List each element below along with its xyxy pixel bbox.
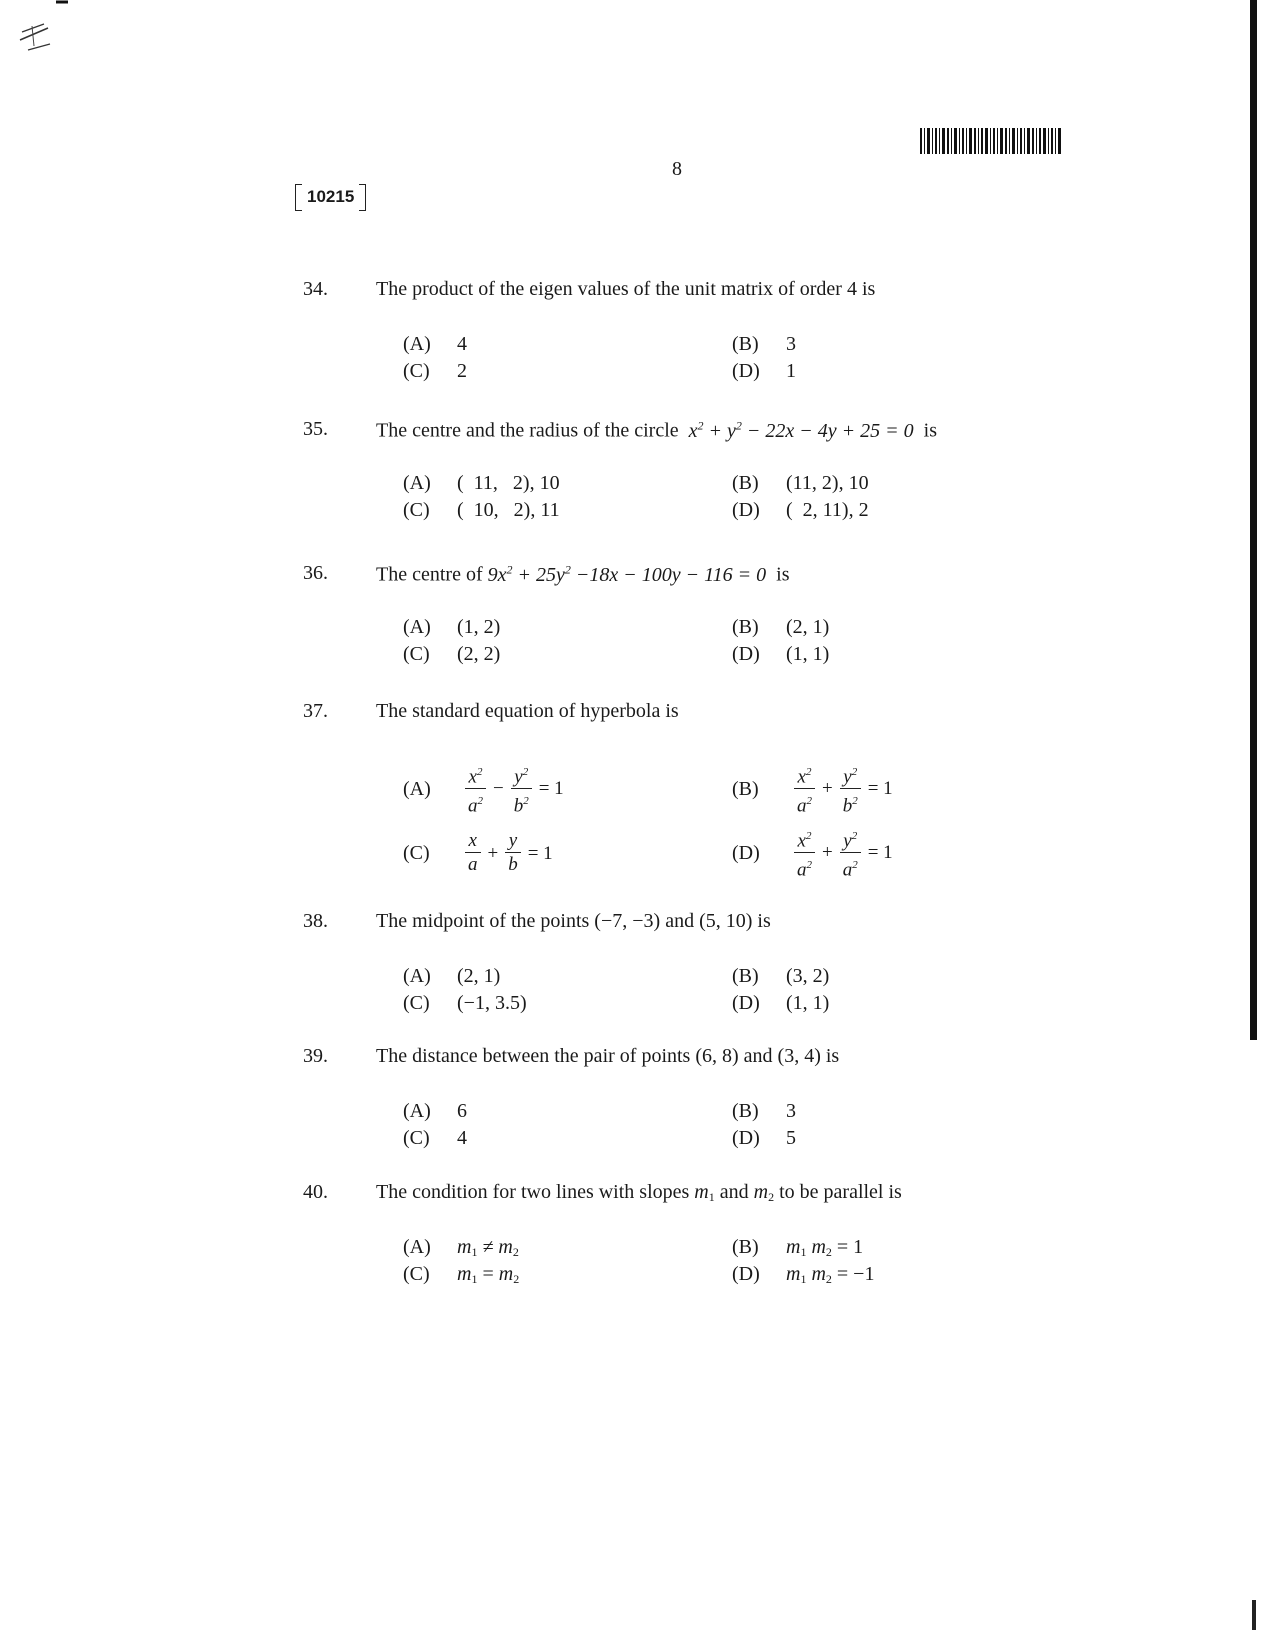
hyperbola-formula-a: $\frac{x^2}{a^2}$ − $\frac{y^2}{b^2}$ = 1: [462, 761, 568, 819]
slope-condition-b: $m_1$ $m_2 = 1$: [786, 1236, 864, 1259]
option-d[interactable]: (D) 5: [732, 1127, 796, 1149]
question-number: 37.: [303, 700, 328, 722]
scan-edge-mark: [1252, 1600, 1256, 1630]
option-d[interactable]: (D) $\frac{x^2}{a^2}$ + $\frac{y^2}{a^2}$ = 1: [732, 824, 897, 880]
option-c[interactable]: (C) (−1, 3.5): [403, 992, 527, 1014]
slope-condition-a: $m_1 \ne m_2$: [457, 1236, 519, 1259]
option-b[interactable]: (B) $m_1$ $m_2 = 1$: [732, 1233, 863, 1261]
question-number: 38.: [303, 910, 328, 932]
question-text: The standard equation of hyperbola is: [376, 700, 679, 722]
slope-condition-d: $m_1$ $m_2 = -1$: [786, 1263, 875, 1286]
option-c[interactable]: (C) $\frac{x}{a}$ + $\frac{y}{b}$ = 1: [403, 824, 557, 880]
question-text: The distance between the pair of points (6, 8) and (3, 4) is: [376, 1045, 840, 1067]
option-b[interactable]: (B) $\frac{x^2}{a^2}$ + $\frac{y^2}{b^2}$ = 1: [732, 760, 897, 816]
hyperbola-formula-c: $\frac{x}{a}$ + $\frac{y}{b}$ = 1: [462, 825, 557, 882]
question-text: The centre of $9x^2 + 25y^2 -18x - 100y - 116 = 0$ is: [376, 562, 790, 586]
paper-code: 10215: [295, 184, 366, 211]
option-b[interactable]: (B) (11, 2), 10: [732, 472, 869, 494]
hyperbola-formula-b: $\frac{x^2}{a^2}$ + $\frac{y^2}{b^2}$ = 1: [791, 761, 897, 819]
option-d[interactable]: (D) 1: [732, 360, 796, 382]
option-c[interactable]: (C) (2, 2): [403, 643, 501, 665]
scan-corner-marks: [18, 0, 68, 60]
ellipse-equation: $9x^2 + 25y^2 -18x - 100y - 116 = 0$: [487, 562, 767, 586]
option-a[interactable]: (A) 6: [403, 1100, 467, 1122]
option-b[interactable]: (B) 3: [732, 1100, 796, 1122]
option-a[interactable]: (A) (2, 1): [403, 965, 501, 987]
option-a[interactable]: (A) (1, 2): [403, 616, 501, 638]
option-a[interactable]: (A) $m_1 \ne m_2$: [403, 1233, 519, 1261]
option-a[interactable]: (A) 4: [403, 333, 467, 355]
option-c[interactable]: (C) 2: [403, 360, 467, 382]
question-text: The midpoint of the points (−7, −3) and (5, 10) is: [376, 910, 771, 932]
question-number: 35.: [303, 418, 328, 440]
scan-edge-mark: [1250, 0, 1257, 1040]
option-b[interactable]: (B) (3, 2): [732, 965, 830, 987]
circle-equation: $x^2 + y^2 - 22x - 4y + 25 = 0$: [688, 418, 914, 442]
question-text: The centre and the radius of the circle $x^2 + y^2 - 22x - 4y + 25 = 0$ is: [376, 418, 937, 442]
option-c[interactable]: (C) $m_1 = m_2$: [403, 1260, 519, 1288]
option-a[interactable]: (A) ( 11, 2), 10: [403, 472, 560, 494]
question-text: The condition for two lines with slopes $m_1$ and $m_2$ to be parallel is: [376, 1181, 902, 1204]
question-number: 34.: [303, 278, 328, 300]
option-d[interactable]: (D) ( 2, 11), 2: [732, 499, 869, 521]
option-c[interactable]: (C) 4: [403, 1127, 467, 1149]
option-c[interactable]: (C) ( 10, 2), 11: [403, 499, 560, 521]
option-b[interactable]: (B) 3: [732, 333, 796, 355]
option-d[interactable]: (D) (1, 1): [732, 992, 830, 1014]
option-d[interactable]: (D) $m_1$ $m_2 = -1$: [732, 1260, 874, 1288]
barcode-icon: [920, 128, 1062, 154]
question-number: 39.: [303, 1045, 328, 1067]
question-number: 40.: [303, 1181, 328, 1203]
slope-condition-c: $m_1 = m_2$: [457, 1263, 520, 1286]
option-d[interactable]: (D) (1, 1): [732, 643, 830, 665]
option-b[interactable]: (B) (2, 1): [732, 616, 830, 638]
option-a[interactable]: (A) $\frac{x^2}{a^2}$ − $\frac{y^2}{b^2}$ = 1: [403, 760, 568, 816]
page-number: 8: [672, 158, 682, 180]
question-number: 36.: [303, 562, 328, 584]
hyperbola-formula-d: $\frac{x^2}{a^2}$ + $\frac{y^2}{a^2}$ = 1: [791, 825, 897, 883]
question-text: The product of the eigen values of the unit matrix of order 4 is: [376, 278, 876, 300]
